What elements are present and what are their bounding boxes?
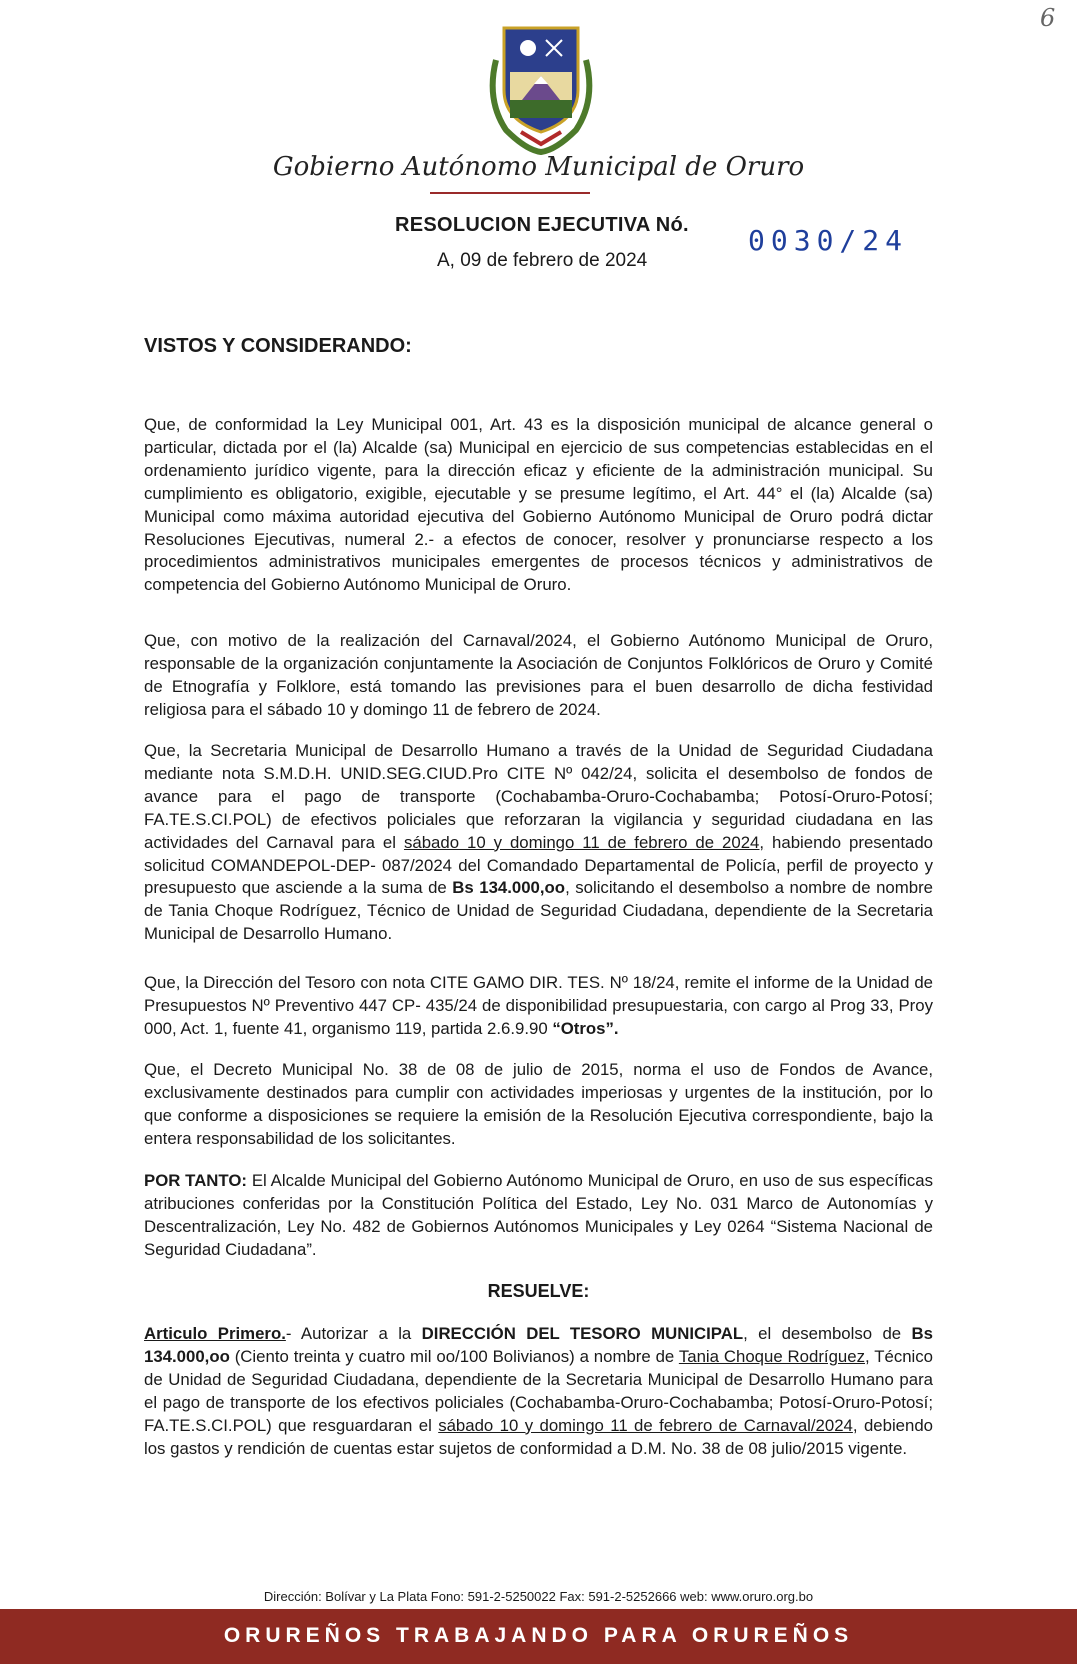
por-tanto-text: El Alcalde Municipal del Gobierno Autónomo Municipal de Oruro, en uso de sus específicas atribuciones conferidas por la Constitución Política del Estado, Ley No. 031 Marco de Autonomías y Descentralización, Ley No. 482 de Gobiernos Autónomos Municipales y Ley 0264 “Sistema Nacional de Seguridad Ciudadana”. [144, 1171, 934, 1259]
art1-beneficiary: Tania Choque Rodríguez [678, 1346, 865, 1366]
paragraph-considerando-3 [144, 740, 933, 946]
art1-text-e: , debiendo los gastos y rendición de cuentas estar sujetos de conformidad a D.M. No. 38 de 08 julio/2015 vigente. [144, 1415, 934, 1458]
resolution-number: 0030/24 [748, 224, 909, 257]
resolution-title: RESOLUCION EJECUTIVA Nó. [395, 214, 689, 236]
page-corner-mark: 6 [1040, 4, 1056, 32]
article-first [144, 1323, 933, 1460]
art1-text-b: , el desembolso de [743, 1324, 912, 1343]
p3-amount: Bs 134.000,oo [452, 878, 566, 898]
paragraph-considerando-2: Que, con motivo de la realización del Carnaval/2024, el Gobierno Autónomo Municipal de Oruro, responsable de la organización conjuntamente la Asociación de Conjuntos Folklóricos de Oruro y Comité de Etnografía y Folklore, está tomando las previsiones para el buen desarrollo de dicha festividad religiosa para el sábado 10 y domingo 11 de febrero de 2024. [144, 631, 933, 719]
paragraph-considerando-1: Que, de conformidad la Ley Municipal 001, Art. 43 es la disposición municipal de alcance general o particular, dictada por el (la) Alcalde (sa) Municipal en ejercicio de sus competencias establecidas en el ordenamiento jurídico vigente, para la dirección eficaz y eficiente de la administración municipal. Su cumplimiento es obligatorio, exigible, ejecutable y se presume legítimo, el Art. 44° el (la) Alcalde (sa) Municipal como máxima autoridad ejecutiva del Gobierno Autónomo Municipal de Oruro podrá dictar Resoluciones Ejecutivas, numeral 2.- a efectos de conocer, resolver y pronunciarse respecto a los procedimientos administrativos municipales emergentes de procesos técnicos y administrativos de competencia del Gobierno Autónomo Municipal de Oruro. [144, 415, 933, 595]
municipal-crest-logo [476, 20, 606, 160]
footer-address: Dirección: Bolívar y La Plata Fono: 591-2-5250022 Fax: 591-2-5252666 web: www.oruro.org.bo [263, 1589, 814, 1604]
art1-text-c: (Ciento treinta y cuatro mil oo/100 Bolivianos) a nombre de [229, 1346, 679, 1366]
por-tanto-label: POR TANTO: [144, 1171, 248, 1190]
p3-text-c: , solicitando el desembolso a nombre de nombre de Tania Choque Rodríguez, Técnico de Unidad de Seguridad Ciudadana, dependiente de la Secretaria Municipal de Desarrollo Humano. [144, 878, 933, 944]
article-first-label: Articulo Primero. [144, 1324, 286, 1343]
paragraph-por-tanto [144, 1170, 933, 1262]
header-rule [430, 192, 590, 194]
section-vistos-considerando: VISTOS Y CONSIDERANDO: [144, 335, 412, 357]
municipality-name: Gobierno Autónomo Municipal de Oruro [272, 152, 805, 182]
art1-text-d: , Técnico de Unidad de Seguridad Ciudadana, dependiente de la Secretaria Municipal de Desarrollo Humano para el pago de transporte de los efectivos policiales (Cochabamba-Oruro-Cochabamba; Potosí-Oruro-Potosí; FA.TE.S.CI.POL) que resguardaran el [144, 1346, 933, 1435]
art1-direction: DIRECCIÓN DEL TESORO MUNICIPAL [421, 1324, 744, 1343]
section-resuelve: RESUELVE: [487, 1281, 590, 1301]
p4-text-a: Que, la Dirección del Tesoro con nota CITE GAMO DIR. TES. Nº 18/24, remite el informe de la Unidad de Presupuestos Nº Preventivo 447 CP- 435/24 de disponibilidad presupuestaria, con cargo al Prog 33, Proy 000, Act. 1, fuente 41, organismo 119, partida 2.6.9.90 [144, 973, 933, 1038]
received-stamp-faint [860, 192, 980, 212]
footer-slogan: ORUREÑOS TRABAJANDO PARA ORUREÑOS [223, 1624, 854, 1647]
paragraph-considerando-5: Que, el Decreto Municipal No. 38 de 08 de julio de 2015, norma el uso de Fondos de Avance, exclusivamente destinados para cumplir con actividades imperiosas y urgentes de la institución, por lo que conforme a disposiciones se requiere la emisión de la Resolución Ejecutiva correspondiente, bajo la entera responsabilidad de los solicitantes. [144, 1060, 933, 1148]
art1-amount: Bs 134.000,oo [144, 1324, 933, 1366]
resolution-date: A, 09 de febrero de 2024 [437, 250, 648, 271]
paragraph-considerando-4 [144, 972, 933, 1041]
p4-otros: “Otros”. [552, 1018, 619, 1038]
p3-text-b: habiendo presentado solicitud COMANDEPOL-DEP- 087/2024 del Comandado Departamental de Policía, perfil de proyecto y presupuesto que asciende a la suma de [144, 832, 934, 898]
art1-dates: sábado 10 y domingo 11 de febrero de Carnaval/2024 [438, 1415, 853, 1435]
p3-dates: sábado 10 y domingo 11 de febrero de 2024, [403, 832, 765, 852]
p3-text-a: Que, la Secretaria Municipal de Desarrollo Humano a través de la Unidad de Seguridad Ciudadana mediante nota S.M.D.H. UNID.SEG.CIUD.Pro CITE Nº 042/24, solicita el desembolso de fondos de avance para el pago de transporte (Cochabamba-Oruro-Cochabamba; Potosí-Oruro-Potosí; FA.TE.S.CI.POL) de efectivos policiales que reforzaran la vigilancia y seguridad ciudadana en las actividades del Carnaval para el [144, 741, 933, 852]
art1-text-a: - Autorizar a la [285, 1324, 422, 1343]
